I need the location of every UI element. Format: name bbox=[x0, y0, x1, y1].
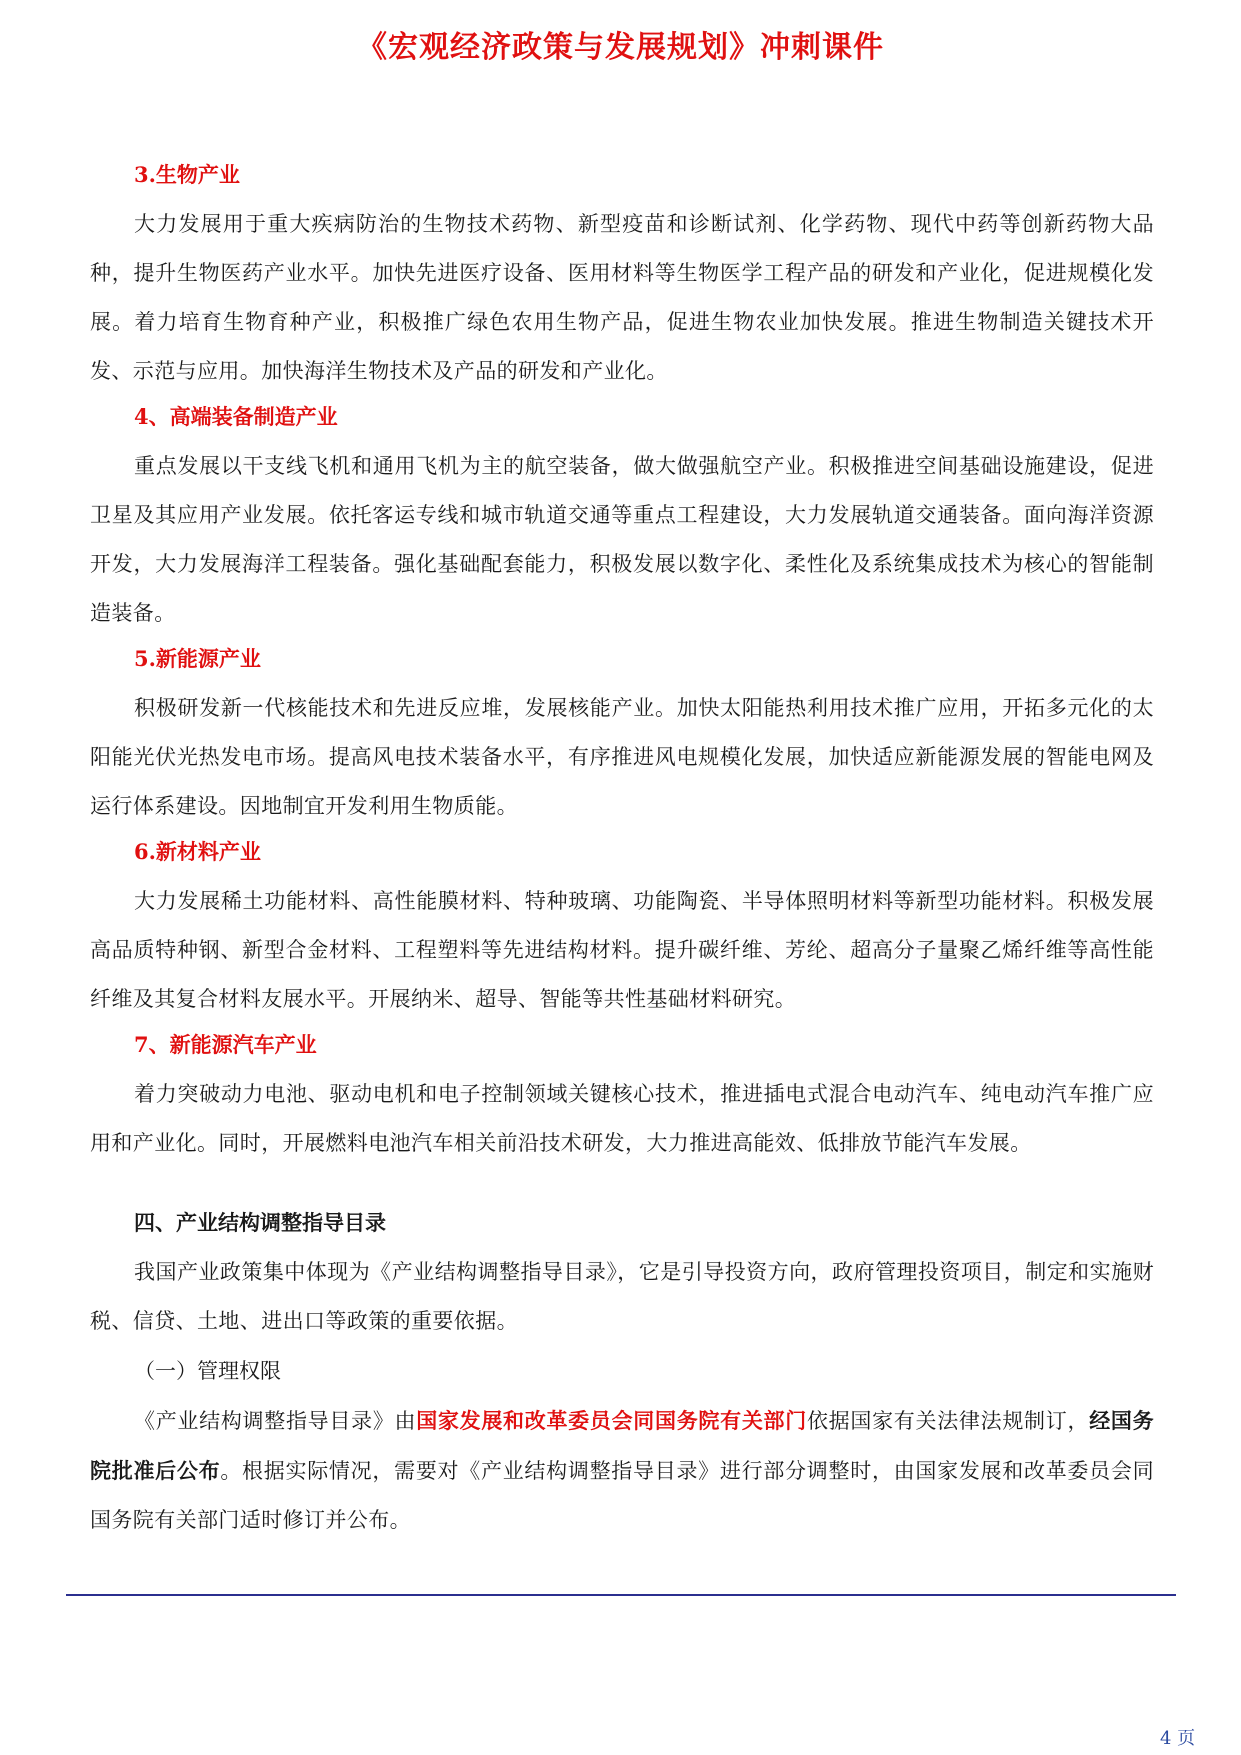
section-body-new-energy: 积极研发新一代核能技术和先进反应堆，发展核能产业。加快太阳能热利用技术推广应用，开拓多元化的太阳能光伏光热发电市场。提高风电技术装备水平，有序推进风电规模化发展，加快适应新能源发展的智能电网及运行体系建设。因地制宜开发利用生物质能。 bbox=[90, 696, 1154, 818]
document-body bbox=[90, 160, 1154, 1551]
part-heading-catalog: 四、产业结构调整指导目录 bbox=[134, 1210, 386, 1235]
section-heading-equipment: 4、高端装备制造产业 bbox=[134, 404, 338, 429]
part-body-catalog: 我国产业政策集中体现为《产业结构调整指导目录》，它是引导投资方向，政府管理投资项目，制定和实施财税、信贷、土地、进出口等政策的重要依据。 bbox=[90, 1260, 1154, 1333]
sub-heading-authority: （一）管理权限 bbox=[134, 1359, 281, 1383]
section-body-nev: 着力突破动力电池、驱动电机和电子控制领域关键核心技术，推进插电式混合电动汽车、纯电动汽车推广应用和产业化。同时，开展燃料电池汽车相关前沿技术研发，大力推进高能效、低排放节能汽车发展。 bbox=[90, 1082, 1154, 1155]
section-heading-new-energy: 5.新能源产业 bbox=[134, 646, 261, 671]
authority-text-1: 《产业结构调整指导目录》由 bbox=[134, 1409, 417, 1433]
page-number: 4 页 bbox=[1160, 1728, 1196, 1749]
authority-highlight-approval: 经国务院批准后公布 bbox=[90, 1408, 1155, 1483]
footer-divider bbox=[66, 1594, 1176, 1596]
page-title: 《宏观经济政策与发展规划》冲刺课件 bbox=[357, 30, 884, 65]
section-body-equipment: 重点发展以干支线飞机和通用飞机为主的航空装备，做大做强航空产业。积极推进空间基础设施建设，促进卫星及其应用产业发展。依托客运专线和城市轨道交通等重点工程建设，大力发展轨道交通装备。面向海洋资源开发，大力发展海洋工程装备。强化基础配套能力，积极发展以数字化、柔性化及系统集成技术为核心的智能制造装备。 bbox=[90, 454, 1154, 625]
authority-text-2: 依据国家有关法律法规制订， bbox=[806, 1409, 1090, 1433]
authority-text-3: 。根据实际情况，需要对《产业结构调整指导目录》进行部分调整时，由国家发展和改革委员会同国务院有关部门适时修订并公布。 bbox=[90, 1459, 1154, 1532]
section-body-biotech: 大力发展用于重大疾病防治的生物技术药物、新型疫苗和诊断试剂、化学药物、现代中药等创新药物大品种，提升生物医药产业水平。加快先进医疗设备、医用材料等生物医学工程产品的研发和产业化，促进规模化发展。着力培育生物育种产业，积极推广绿色农用生物产品，促进生物农业加快发展。推进生物制造关键技术开发、示范与应用。加快海洋生物技术及产品的研发和产业化。 bbox=[90, 212, 1154, 383]
section-body-new-materials: 大力发展稀土功能材料、高性能膜材料、特种玻璃、功能陶瓷、半导体照明材料等新型功能材料。积极发展高品质特种钢、新型合金材料、工程塑料等先进结构材料。提升碳纤维、芳纶、超高分子量聚乙烯纤维等高性能纤维及其复合材料友展水平。开展纳米、超导、智能等共性基础材料研究。 bbox=[90, 889, 1154, 1011]
authority-highlight-agency: 国家发展和改革委员会同国务院有关部门 bbox=[416, 1408, 807, 1433]
section-heading-nev: 7、新能源汽车产业 bbox=[134, 1032, 317, 1057]
section-heading-new-materials: 6.新材料产业 bbox=[134, 839, 261, 864]
section-heading-biotech: 3.生物产业 bbox=[134, 162, 240, 187]
paragraph-authority bbox=[90, 1396, 1154, 1545]
